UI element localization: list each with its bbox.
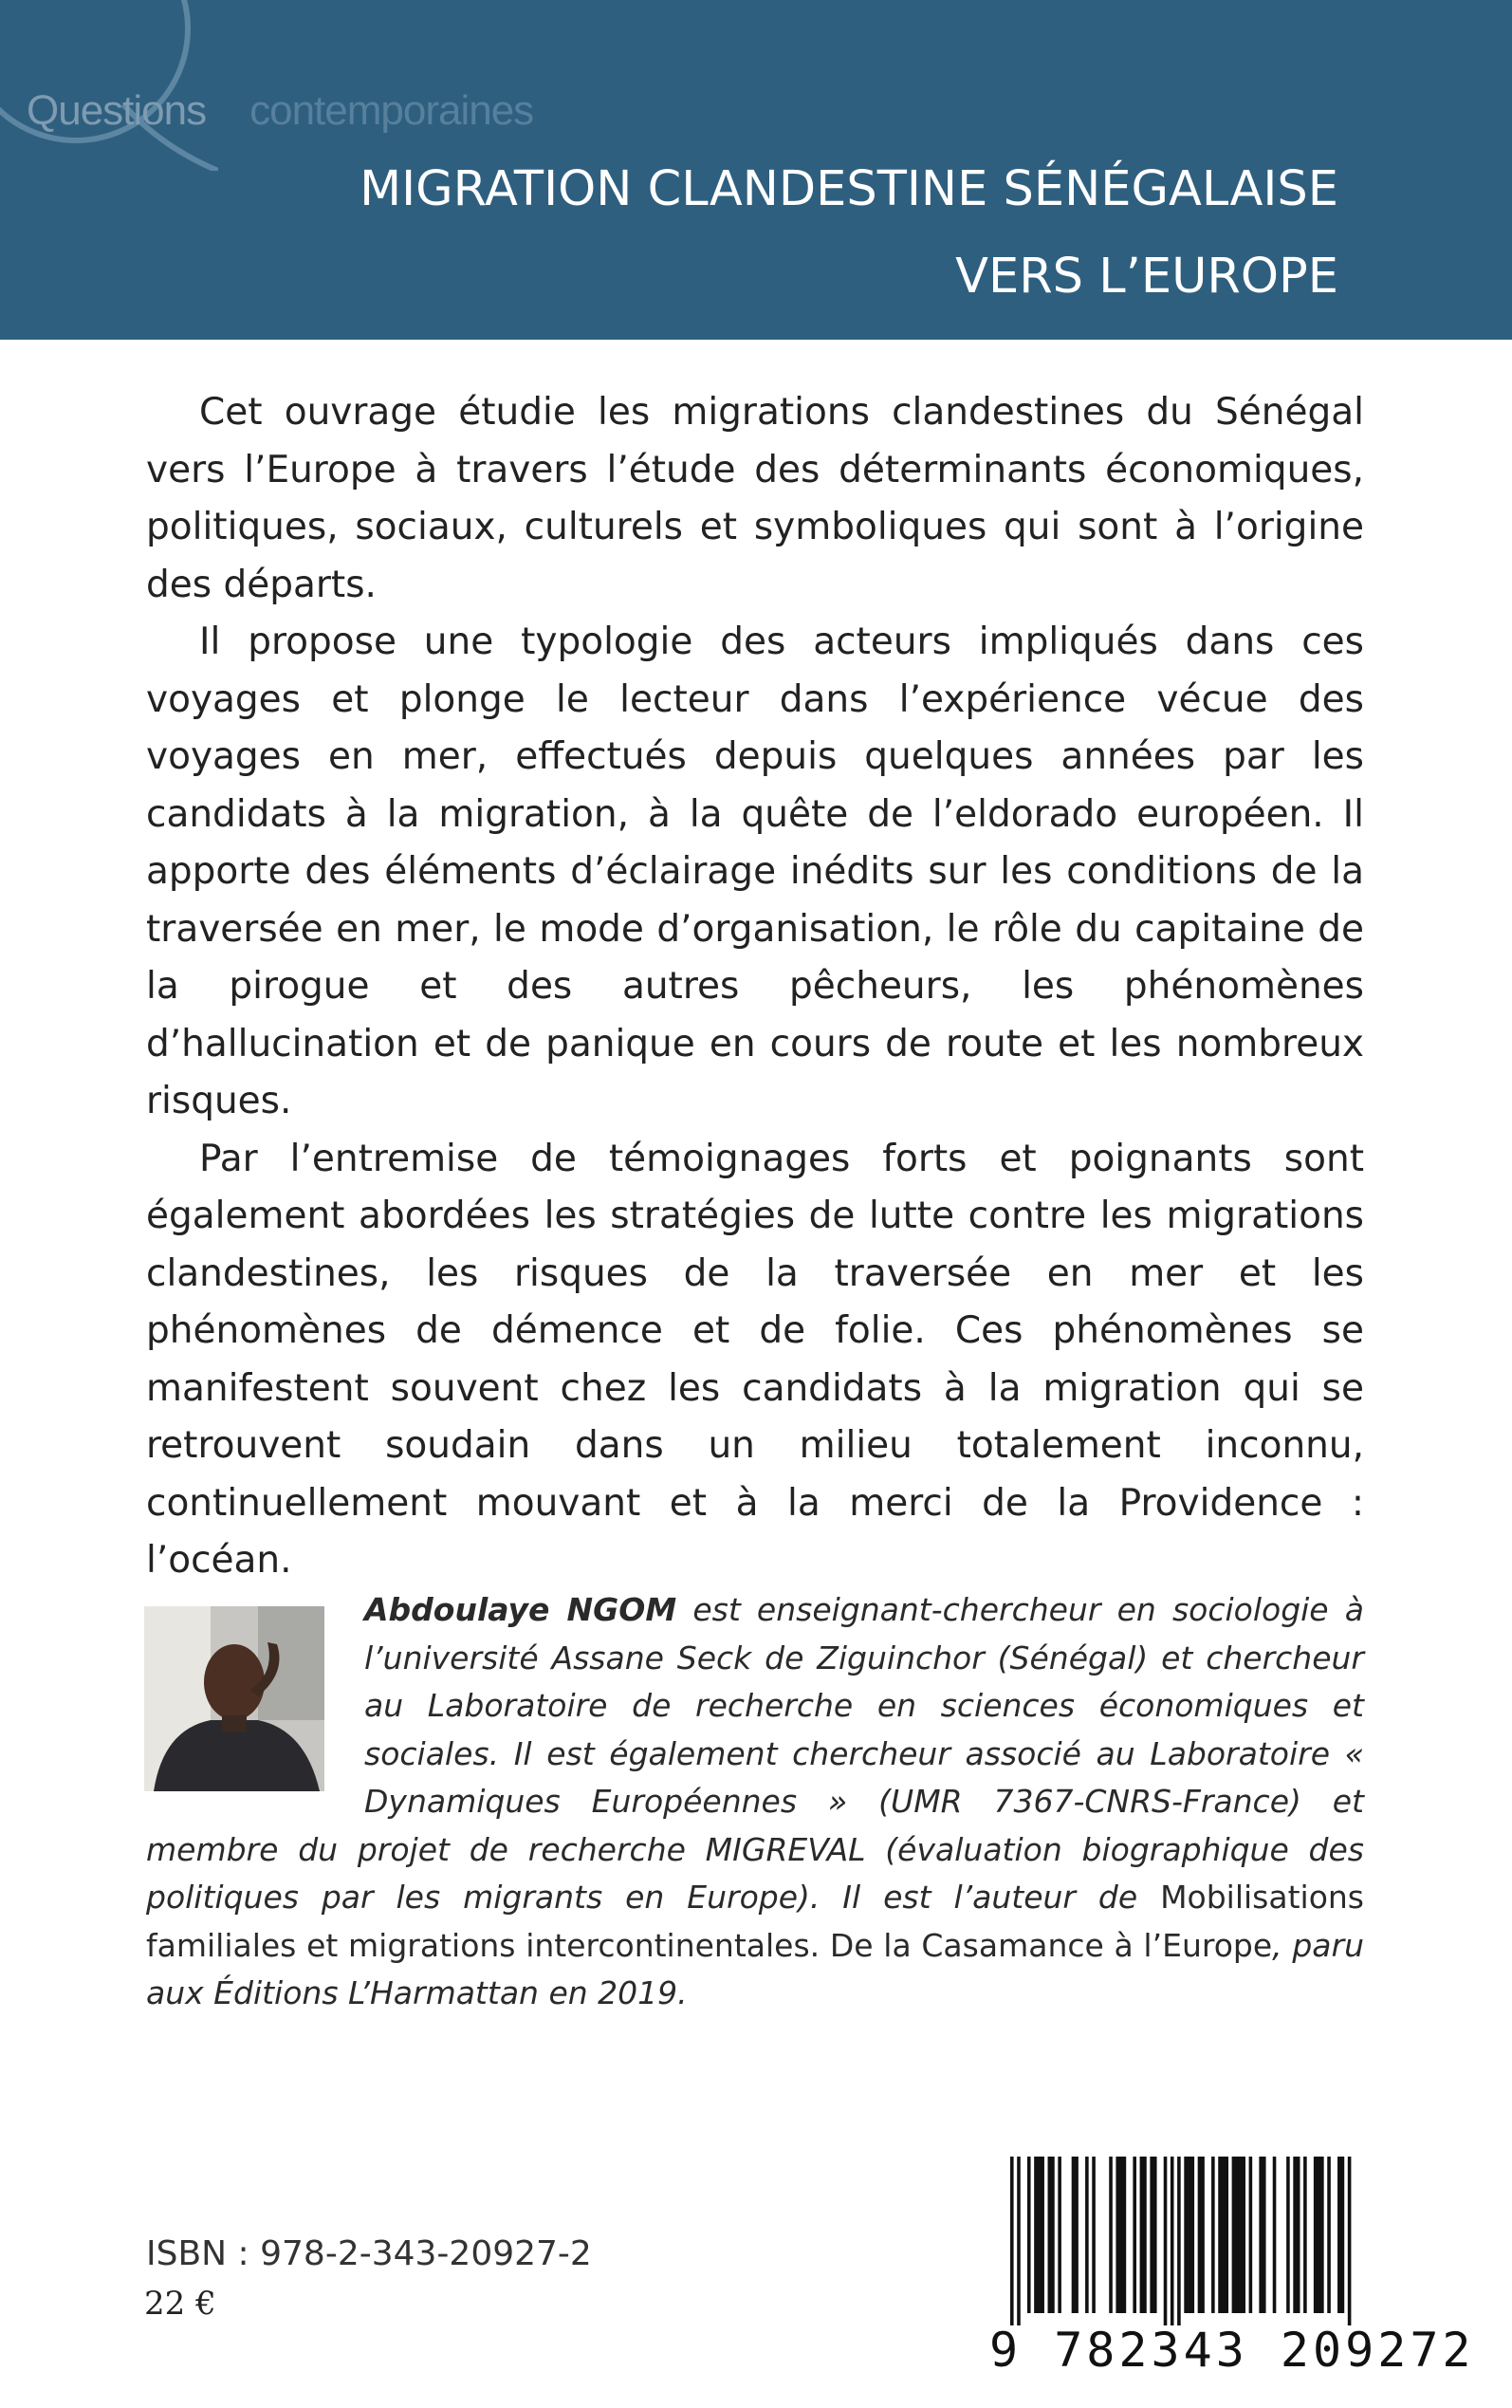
barcode-bar: [1327, 2157, 1331, 2313]
barcode-bar: [1085, 2157, 1089, 2313]
barcode-bar: [1048, 2157, 1055, 2313]
barcode-bar: [1218, 2157, 1228, 2313]
barcode-bar: [1017, 2157, 1021, 2325]
barcode-bar: [1211, 2157, 1215, 2313]
price-label: 22 €: [144, 2285, 216, 2323]
barcode-bar: [1116, 2157, 1126, 2313]
barcode-bar: [1337, 2157, 1344, 2313]
series-word-questions: Questions: [27, 87, 207, 134]
barcode-bar: [1303, 2157, 1307, 2313]
barcode-bar: [1184, 2157, 1194, 2313]
series-word-contemporaines: contemporaines: [249, 87, 534, 134]
isbn-label: ISBN : 978-2-343-20927-2: [146, 2234, 592, 2273]
barcode-bar: [1249, 2157, 1253, 2313]
barcode: [989, 2138, 1475, 2382]
cover-header-band: [0, 0, 1512, 340]
barcode-bar: [1198, 2157, 1205, 2313]
barcode-bar: [1164, 2157, 1168, 2325]
barcode-bar: [1232, 2157, 1245, 2313]
barcode-bar: [1140, 2157, 1147, 2313]
summary-paragraph-2: Il propose une typologie des acteurs impliqués dans ces voyages et plonge le lecteur dans l’expérience vécue des voyages en mer, effectués depuis quelques années par les candidats à la migration, à la quête de l’eldorado européen. Il apporte des éléments d’éclairage inédits sur les conditions de la traversée en mer, le mode d’organisation, le rôle du capitaine de la pirogue et des autres pêcheurs, les phénomènes d’hallucination et de panique en cours de route et les nombreux risques.: [146, 621, 1364, 1122]
author-bio-text-1: est enseignant-chercheur en sociologie à l’université Assane Seck de Ziguinchor (Sénégal) et chercheur au Laboratoire de recherche en sciences économiques et sociales. Il est également chercheur associé au Laboratoire « Dynamiques Européennes » (UMR 7367-CNRS-France) et membre du projet de recherche MIGREVAL (évaluation biographique des politiques par les migrants en Europe). Il est l’auteur de: [146, 1591, 1364, 1916]
barcode-bar: [1286, 2157, 1290, 2313]
book-summary: [146, 384, 1364, 1590]
barcode-bar: [1058, 2157, 1061, 2313]
barcode-bar: [1150, 2157, 1156, 2313]
barcode-bar: [1177, 2157, 1181, 2325]
author-name: Abdoulaye NGOM: [364, 1591, 677, 1628]
summary-paragraph-1: Cet ouvrage étudie les migrations clandestines du Sénégal vers l’Europe à travers l’étude des déterminants économiques, politiques, sociaux, culturels et symboliques qui sont à l’origine des départs.: [146, 391, 1364, 606]
barcode-bar: [1259, 2157, 1265, 2313]
author-previous-book-title: Mobilisations familiales et migrations intercontinentales. De la Casamance à l’Europe: [146, 1879, 1364, 1964]
barcode-bar: [1133, 2157, 1136, 2313]
barcode-bar: [1314, 2157, 1324, 2313]
barcode-bar: [1010, 2157, 1014, 2325]
barcode-bar: [1092, 2157, 1096, 2313]
barcode-bar: [1072, 2157, 1079, 2313]
author-bio-text-2: , paru aux Éditions L’Harmattan en 2019.: [146, 1926, 1365, 2011]
series-q-logo-icon: [0, 0, 218, 171]
barcode-bars-icon: [989, 2138, 1375, 2327]
barcode-bar: [1348, 2157, 1352, 2325]
book-title-line-2: VERS L’EUROPE: [955, 249, 1338, 305]
barcode-bar: [1171, 2157, 1174, 2325]
barcode-bar: [1034, 2157, 1044, 2313]
barcode-bar: [1027, 2157, 1031, 2313]
series-name: [27, 87, 533, 135]
summary-paragraph-3: Par l’entremise de témoignages forts et poignants sont également abordées les stratégies de lutte contre les migrations clandestines, les risques de la traversée en mer et les phénomènes de démence et de folie. Ces phénomènes se manifestent souvent chez les candidats à la migration qui se retrouvent soudain dans un milieu totalement inconnu, continuellement mouvant et à la merci de la Providence : l’océan.: [146, 1137, 1364, 1582]
barcode-bar: [1109, 2157, 1113, 2313]
barcode-bar: [1293, 2157, 1300, 2313]
barcode-digits: 9 782343 209272: [989, 2323, 1475, 2378]
barcode-bar: [1273, 2157, 1277, 2313]
author-biography: [146, 1586, 1364, 2018]
book-title-line-1: MIGRATION CLANDESTINE SÉNÉGALAISE: [360, 161, 1338, 217]
photo-wrap-spacer: [146, 1586, 364, 1822]
